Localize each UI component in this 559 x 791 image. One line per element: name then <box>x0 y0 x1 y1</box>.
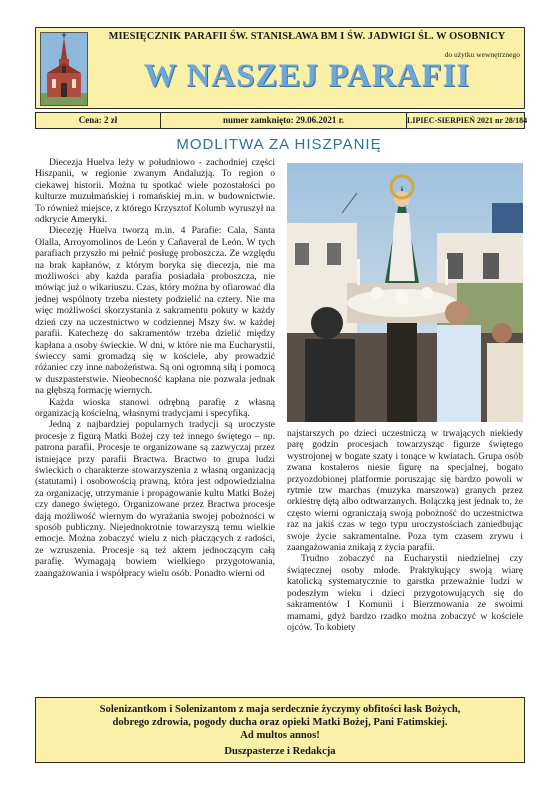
article-paragraph: najstarszych po dzieci uczestniczą w trwających niekiedy parę godzin procesjach towarzysząc figurze świętego wystrojonej w bogate szaty i tonące w kwiatach. Grupa osób zwana kostaleros niesie figurę na specjalnej, bogato przyozdobionej platformie poruszając się bardzo powoli w rytmie tzw marchas (muzyka marszowa) granych przez orkiestrę dętą albo odtwarzanych. Bolączką jest jednak to, że często wierni ograniczają swoją pobożność do uczestnictwa raz na jakiś czas w tego typu uroczystościach zaniedbując swoje życie sakramentalne. Poza tym czasem zrywu i zaangażowania znikają z życia parafii. <box>287 428 523 554</box>
article-paragraph: Każda wioska stanowi odrębną parafię z własną organizacją kościelną, własnymi tradycjami i specyfiką. <box>35 396 275 419</box>
issue-info-bar <box>35 112 528 129</box>
masthead-subtitle: MIESIĘCZNIK PARAFII ŚW. STANISŁAWA BM I ŚW. JADWIGI ŚL. W OSOBNICY <box>108 31 506 42</box>
article-title: MODLITWA ZA HISZPANIĘ <box>176 136 382 153</box>
article-paragraph: Trudno zobaczyć na Eucharystii niedzielnej czy świątecznej osoby młode. Praktykujący swoją wiarę katolicką systematycznie to garstka przeważnie ludzi w podeszłym wieku i dzieci przygotowujących się do sakramentów I Komunii i Bierzmowania ze swoimi mamami, gdyż bardzo rzadko można zobaczyć w kościele ojców. To kobiety <box>287 553 523 633</box>
wishes-box <box>35 697 525 763</box>
article-right-column <box>287 428 523 633</box>
wishes-text <box>36 703 524 742</box>
church-logo <box>40 32 88 106</box>
wish-line: Ad multos annos! <box>240 730 320 741</box>
article-paragraph: Jedną z najbardziej popularnych tradycji są uroczyste procesje z figurą Matki Bożej czy też innego świętego – np. patrona parafii. Procesje te organizowane są zazwyczaj przez istniejące przy parafii Bractwa. Bractwo to grupa ludzi świeckich o charakterze stowarzyszenia z własną organizacją (statutami) i osobowością prawną, która jest odpowiedzialna za organizację, utrzymanie i propagowanie kultu Matki Bożej czy danego świętego. Organizowane przez Bractwa procesje dają możliwość wiernym do wyrażania swojej pobożności w sposób publiczny. Niejednokrotnie towarzyszą temu wielkie emocje. Można zobaczyć wielu z nich płaczących z radości, ze wzruszenia. Procesje są też aktem jednoczącym całą parafię. Wymagają bowiem wielkiego przygotowania, zaangażowania i współpracy wielu osób. Ponadto wierni od <box>35 419 275 579</box>
internal-use-note: do użytku wewnętrznego <box>444 50 520 59</box>
wish-line: dobrego zdrowia, pogody ducha oraz opieki Matki Bożej, Pani Fatimskiej. <box>112 717 448 728</box>
procession-photo <box>287 163 523 422</box>
masthead-title: W NASZEJ PARAFII <box>143 58 471 94</box>
closing-date-label: numer zamknięto: 29.06.2021 r. <box>161 113 407 128</box>
masthead <box>35 27 525 109</box>
signature: Duszpasterze i Redakcja <box>224 746 336 757</box>
price-label: Cena: 2 zł <box>36 113 161 128</box>
wish-line: Solenizantkom i Solenizantom z maja serdecznie życzymy obfitości łask Bożych, <box>99 704 461 715</box>
article-paragraph: Diecezja Huelva leży w południowo - zachodniej części Hiszpanii, w regionie zwanym Andaluzją. To region o ciekawej historii. Można tu spotkać wiele pozostałości po kulturze muzułmańskiej i romańskiej m.in. w budownictwie. To również miejsce, z którego Krzysztof Kolumb wyruszył na odkrycie Ameryki. <box>35 157 275 226</box>
issue-number-label: LIPIEC-SIERPIEŃ 2021 nr 28/184 <box>407 116 528 125</box>
article-left-column <box>35 157 275 579</box>
article-paragraph: Diecezję Huelva tworzą m.in. 4 Parafie: Cala, Santa Olalla, Arroyomolinos de León y Cañaveral de León. W tych parafiach przyszło mi pełnić posługę proboszcza. Ze względu na brak kapłanów, z którym boryka się diecezja, nie ma możliwości aby każda parafia posiadała proboszcza, nie mówiąc już o wikariuszu. Czas, który można by ofiarować dla jednej wspólnoty trzeba niestety podzielić na cztery. Nie ma więc możliwości skorzystania z sakramentu pokuty w każdy dzień czy na uczestnictwo w codziennej Mszy św. w każdej parafii. Katechezę do sakramentów trzeba dzielić między kapłana a osoby świeckie. W dni, w które nie ma Eucharystii, świeccy sami gromadzą się w kościele, aby prowadzić różaniec czy inne nabożeństwa. Są oni ogromną siłą i pomocą w duszpasterstwie. Nieobecność kapłana nie pozwala jednak na głębszą formację wiernych. <box>35 225 275 397</box>
church-icon <box>41 33 87 105</box>
